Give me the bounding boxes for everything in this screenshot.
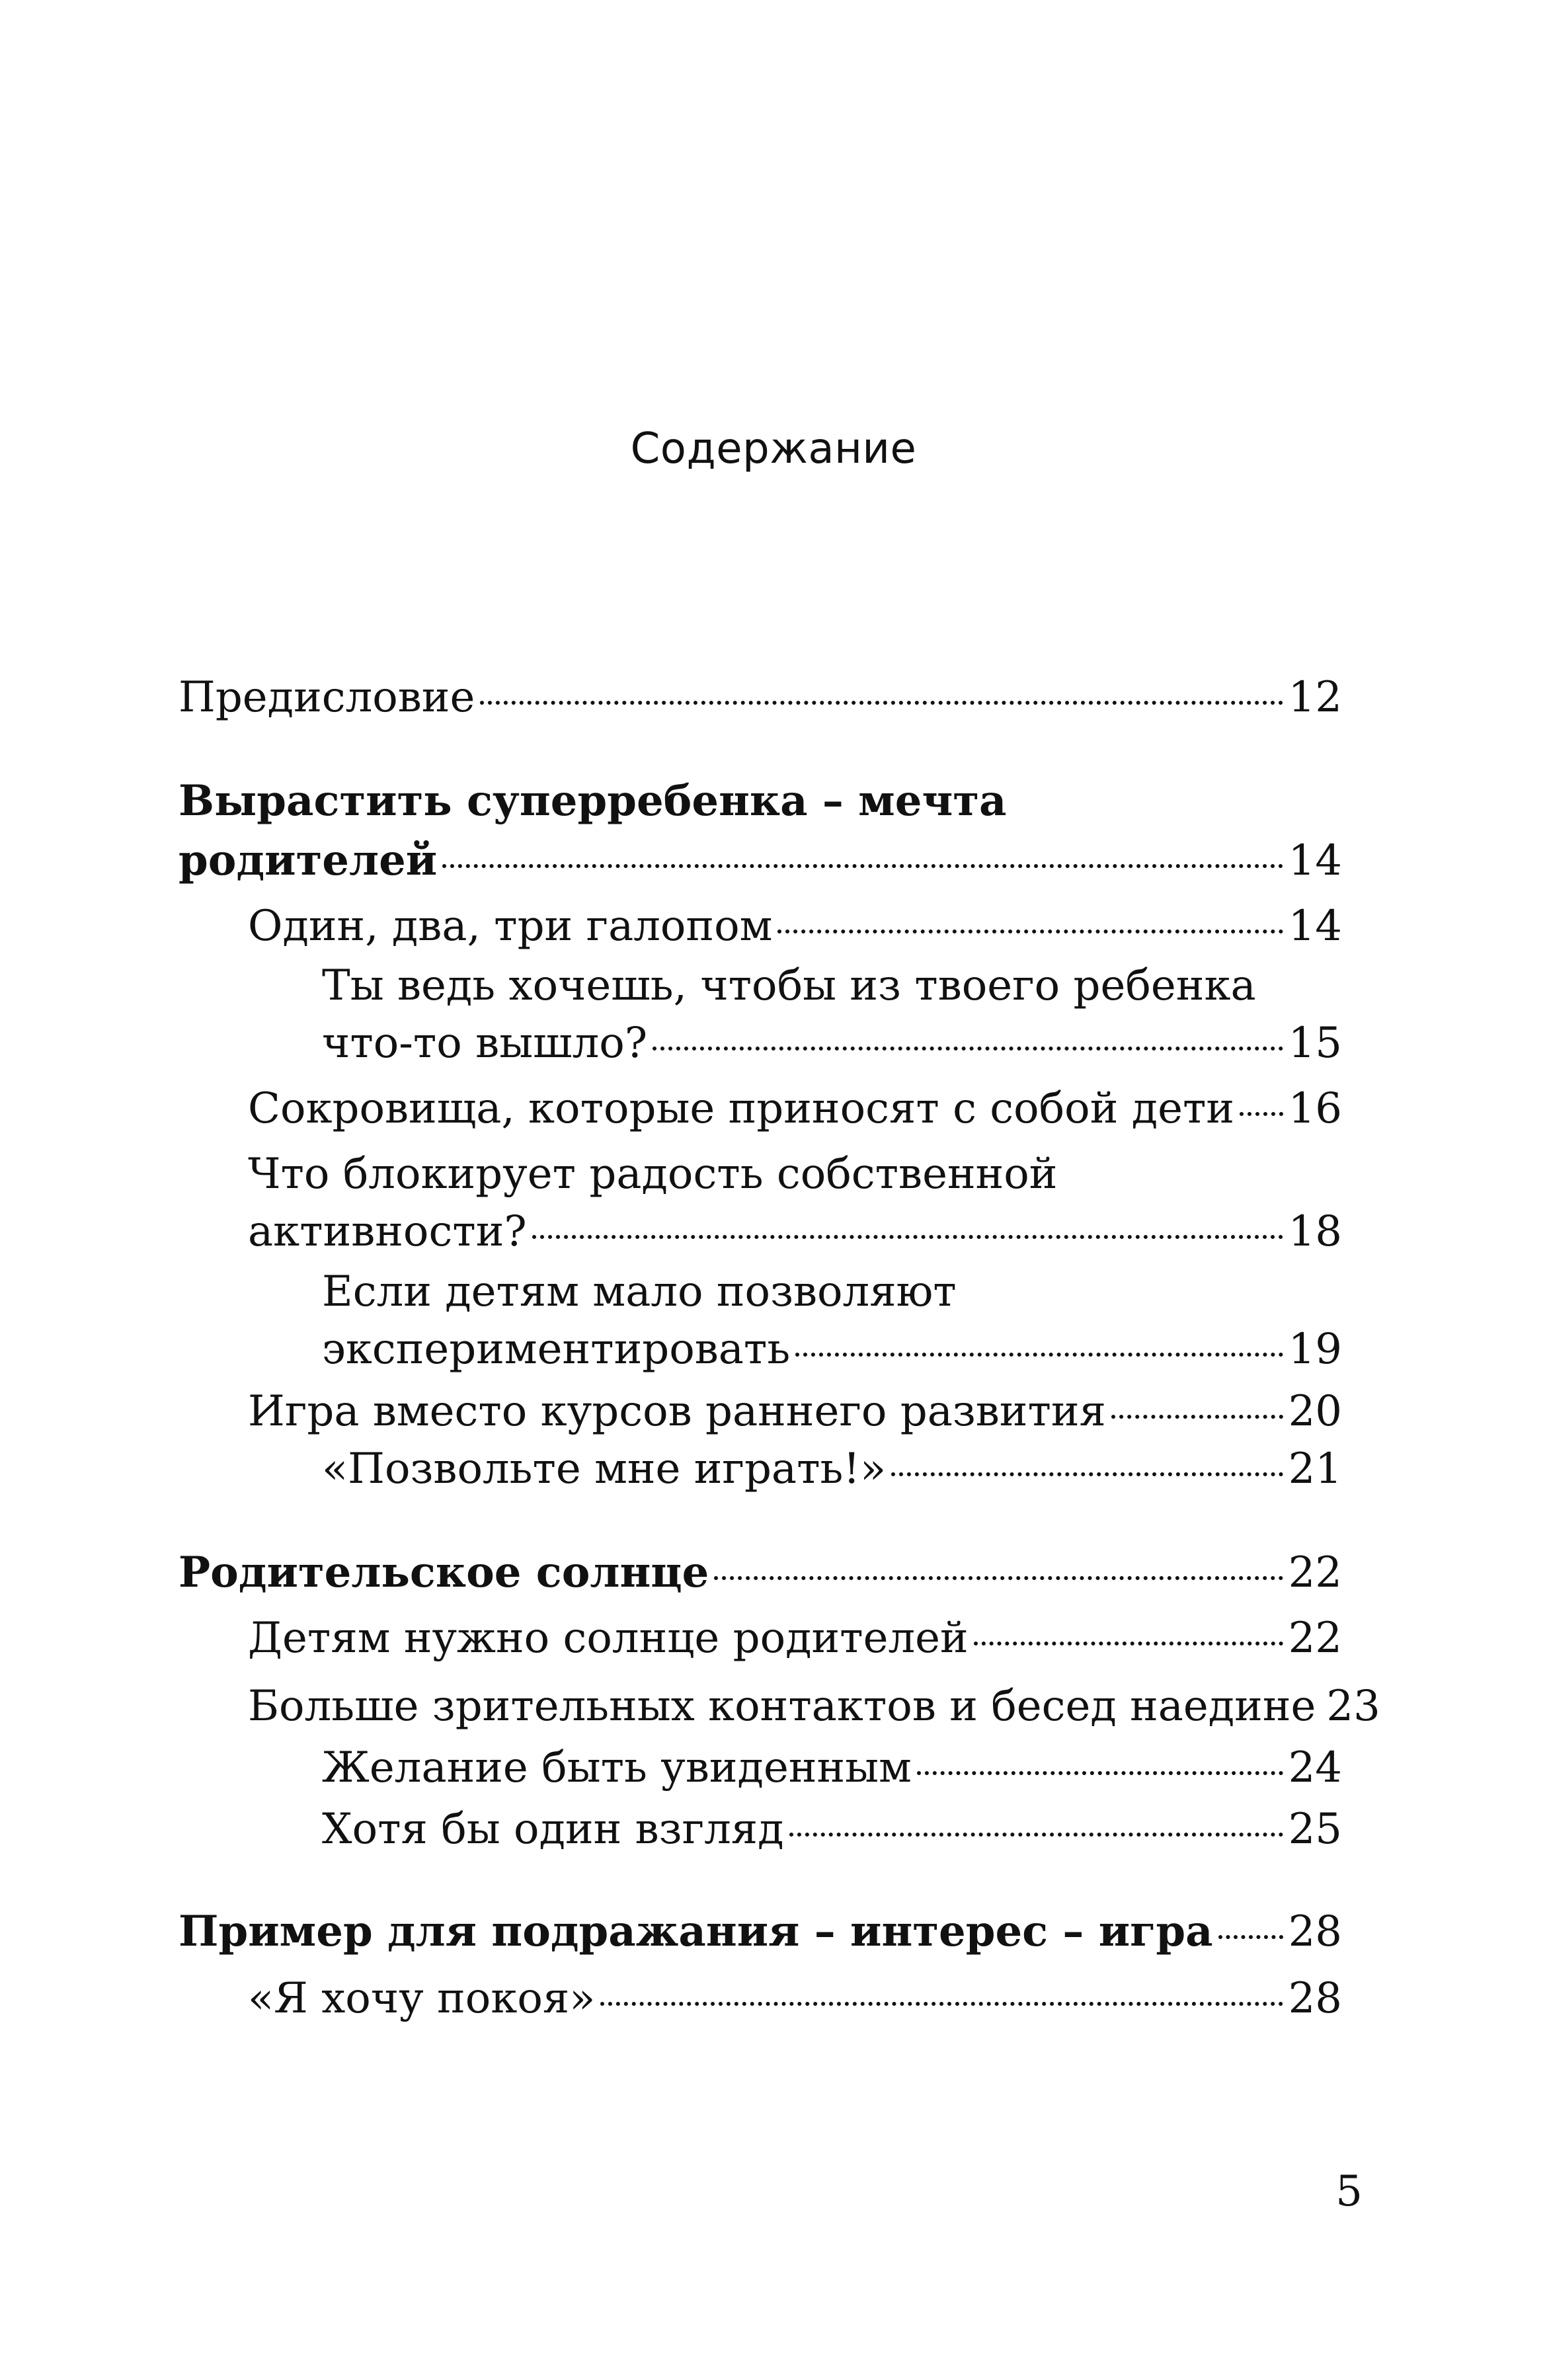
- toc-entry-page: 20: [1288, 1387, 1342, 1436]
- dot-leader: [917, 1771, 1283, 1775]
- page-title: Содержание: [630, 424, 917, 473]
- toc-entry[interactable]: [248, 1969, 1342, 2028]
- toc-entry-page: 15: [1288, 1019, 1342, 1068]
- toc-entry-page: 25: [1288, 1805, 1342, 1854]
- toc-entry[interactable]: [322, 1439, 1342, 1499]
- toc-entry-title-line[interactable]: Ты ведь хочешь, чтобы из твоего ребенка: [322, 961, 1256, 1010]
- toc-entry-section-1[interactable]: [178, 831, 1342, 891]
- toc-entry-title: что-то вышло?: [322, 1019, 648, 1068]
- toc-entry-title: Родительское солнце: [178, 1548, 709, 1597]
- dot-leader: [777, 930, 1283, 933]
- toc-entry-page: 24: [1288, 1743, 1342, 1792]
- dot-leader: [891, 1472, 1283, 1476]
- toc-entry-title: «Позвольте мне играть!»: [322, 1445, 887, 1493]
- toc-entry-preface[interactable]: [178, 668, 1342, 727]
- toc-entry-page: 22: [1288, 1548, 1342, 1597]
- toc-entry-page: 22: [1288, 1614, 1342, 1663]
- toc-entry-title: Больше зрительных контактов и бесед наедине: [248, 1682, 1316, 1731]
- dot-leader: [1240, 1112, 1283, 1116]
- toc-entry-title: Хотя бы один взгляд: [322, 1805, 784, 1854]
- toc-entry[interactable]: [322, 1013, 1342, 1073]
- toc-entry[interactable]: [248, 896, 1342, 956]
- toc-entry-page: 14: [1288, 836, 1342, 885]
- dot-leader: [1111, 1415, 1283, 1419]
- dot-leader: [653, 1047, 1283, 1051]
- toc-entry[interactable]: [248, 1382, 1342, 1441]
- toc-entry-section-2[interactable]: [178, 1543, 1342, 1603]
- toc-entry-section-3[interactable]: [178, 1902, 1342, 1962]
- dot-leader: [1218, 1935, 1283, 1939]
- toc-entry-title: экспериментировать: [322, 1325, 791, 1374]
- toc-entry[interactable]: [248, 1202, 1342, 1261]
- toc-entry-page: 23: [1326, 1682, 1380, 1731]
- toc-entry[interactable]: [248, 1677, 1380, 1736]
- toc-entry[interactable]: [322, 1320, 1342, 1379]
- dot-leader: [442, 864, 1283, 868]
- dot-leader: [600, 2002, 1283, 2006]
- dot-leader: [789, 1833, 1283, 1837]
- toc-entry-title: «Я хочу покоя»: [248, 1974, 596, 2023]
- toc-entry-page: 19: [1288, 1325, 1342, 1374]
- toc-entry-page: 28: [1288, 1907, 1342, 1956]
- page-number: 5: [1335, 2167, 1363, 2216]
- toc-section-title-line[interactable]: Вырастить суперребенка – мечта: [178, 776, 1007, 826]
- toc-entry-title: Детям нужно солнце родителей: [248, 1614, 969, 1663]
- toc-entry-page: 14: [1288, 902, 1342, 951]
- dot-leader: [714, 1576, 1283, 1580]
- dot-leader: [532, 1235, 1283, 1239]
- toc-entry-page: 16: [1288, 1084, 1342, 1133]
- toc-entry-title: Сокровища, которые приносят с собой дети: [248, 1084, 1235, 1133]
- toc-entry-page: 21: [1288, 1445, 1342, 1493]
- toc-entry-title-line[interactable]: Что блокирует радость собственной: [248, 1150, 1058, 1199]
- toc-entry[interactable]: [248, 1608, 1342, 1668]
- toc-entry[interactable]: [322, 1800, 1342, 1859]
- toc-entry-title: Предисловие: [178, 673, 475, 722]
- toc-entry-title: Игра вместо курсов раннего развития: [248, 1387, 1106, 1436]
- toc-entry[interactable]: [322, 1738, 1342, 1798]
- dot-leader: [974, 1642, 1283, 1646]
- toc-entry-title: Один, два, три галопом: [248, 902, 773, 951]
- dot-leader: [480, 701, 1283, 705]
- toc-entry-title: активности?: [248, 1207, 527, 1256]
- dot-leader: [795, 1353, 1283, 1357]
- toc-entry-page: 28: [1288, 1974, 1342, 2023]
- toc-entry-page: 12: [1288, 673, 1342, 722]
- toc-entry-title-line[interactable]: Если детям мало позволяют: [322, 1267, 957, 1316]
- toc-entry-title: родителей: [178, 836, 438, 885]
- toc-entry-page: 18: [1288, 1207, 1342, 1256]
- toc-entry[interactable]: [248, 1079, 1342, 1138]
- toc-entry-title: Желание быть увиденным: [322, 1743, 912, 1792]
- toc-entry-title: Пример для подражания – интерес – игра: [178, 1907, 1213, 1956]
